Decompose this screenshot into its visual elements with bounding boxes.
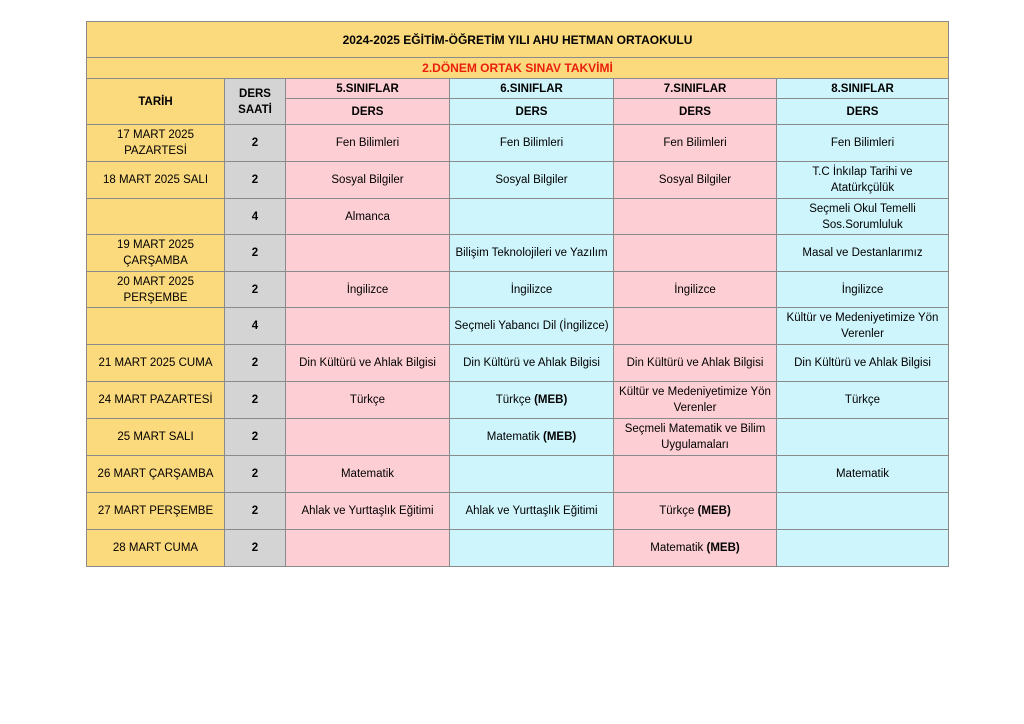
grade5-exam — [286, 493, 450, 530]
grade6-header: 6.SINIFLAR — [450, 79, 614, 99]
subject-name: Türkçe — [349, 394, 386, 406]
grade7-exam — [614, 456, 777, 493]
schedule-row — [87, 345, 949, 382]
subject-name: Matematik — [340, 468, 395, 480]
grade5-exam — [286, 382, 450, 419]
grade6-exam — [450, 530, 614, 567]
grade7-exam — [614, 419, 777, 456]
grade8-exam — [777, 308, 949, 345]
grade8-exam — [777, 530, 949, 567]
grade7-header: 7.SINIFLAR — [614, 79, 777, 99]
meb-tag: (MEB) — [697, 505, 731, 517]
lesson-hours: 4 — [225, 308, 286, 345]
schedule-row — [87, 162, 949, 199]
grade6-exam — [450, 493, 614, 530]
lesson-hours: 2 — [225, 235, 286, 272]
lesson-hours: 2 — [225, 382, 286, 419]
grade8-exam — [777, 419, 949, 456]
grade7-exam — [614, 235, 777, 272]
grade5-exam — [286, 125, 450, 162]
grade6-exam — [450, 419, 614, 456]
grade6-exam — [450, 345, 614, 382]
date-header: TARİH — [87, 79, 225, 125]
subject-name: Bilişim Teknolojileri ve Yazılım — [455, 247, 608, 259]
grade6-exam — [450, 125, 614, 162]
grade8-exam — [777, 493, 949, 530]
exam-date: 26 MART ÇARŞAMBA — [87, 456, 225, 493]
subject-name: Din Kültürü ve Ahlak Bilgisi — [463, 357, 600, 369]
lesson-hours: 2 — [225, 272, 286, 308]
exam-schedule-table — [86, 21, 949, 567]
lesson-hours: 2 — [225, 530, 286, 567]
subject-name: İngilizce — [346, 283, 389, 296]
exam-date: 24 MART PAZARTESİ — [87, 382, 225, 419]
exam-date — [87, 308, 225, 345]
grade8-header: 8.SINIFLAR — [777, 79, 949, 99]
exam-date: 27 MART PERŞEMBE — [87, 493, 225, 530]
subject-name: Sosyal Bilgiler — [331, 174, 404, 186]
subject-name: Din Kültürü ve Ahlak Bilgisi — [794, 357, 931, 369]
lesson-hours: 2 — [225, 419, 286, 456]
grade6-lesson-header: DERS — [450, 99, 614, 125]
schedule-row — [87, 272, 949, 308]
subject-name: Din Kültürü ve Ahlak Bilgisi — [626, 357, 764, 369]
schedule-row — [87, 382, 949, 419]
grade7-exam — [614, 308, 777, 345]
exam-date: 19 MART 2025 ÇARŞAMBA — [87, 235, 225, 272]
subject-name: Sosyal Bilgiler — [658, 174, 732, 186]
schedule-row — [87, 456, 949, 493]
subject-name: Seçmeli Yabancı Dil (İngilizce) — [454, 320, 609, 332]
subject-name: Kültür ve Medeniyetimize Yön Verenler — [786, 312, 939, 340]
grade7-exam — [614, 125, 777, 162]
grade8-exam — [777, 162, 949, 199]
grade8-exam — [777, 345, 949, 382]
lesson-hours: 2 — [225, 345, 286, 382]
exam-date: 20 MART 2025 PERŞEMBE — [87, 272, 225, 308]
exam-date: 25 MART SALI — [87, 419, 225, 456]
exam-date: 17 MART 2025 PAZARTESİ — [87, 125, 225, 162]
subject-name: Ahlak ve Yurttaşlık Eğitimi — [301, 505, 434, 517]
subject-name: Matematik — [486, 431, 540, 443]
meb-tag: (MEB) — [543, 431, 577, 443]
subject-name: Fen Bilimleri — [830, 137, 895, 149]
grade6-exam — [450, 199, 614, 235]
schedule-row — [87, 235, 949, 272]
subject-name: İngilizce — [510, 283, 553, 296]
subject-name: Kültür ve Medeniyetimize Yön Verenler — [619, 386, 771, 414]
grade8-exam — [777, 125, 949, 162]
grade5-exam — [286, 162, 450, 199]
grade5-exam — [286, 456, 450, 493]
hours-header: DERS SAATİ — [225, 79, 286, 125]
schedule-row — [87, 530, 949, 567]
lesson-hours: 4 — [225, 199, 286, 235]
grade7-lesson-header: DERS — [614, 99, 777, 125]
grade7-exam — [614, 345, 777, 382]
subject-name: Fen Bilimleri — [335, 137, 400, 149]
subject-name: İngilizce — [841, 283, 884, 296]
grade8-exam — [777, 272, 949, 308]
subject-name: Fen Bilimleri — [663, 137, 727, 149]
grade5-exam — [286, 235, 450, 272]
grade7-exam — [614, 493, 777, 530]
schedule-row — [87, 308, 949, 345]
subject-name: Masal ve Destanlarımız — [802, 247, 923, 259]
subject-name: Sosyal Bilgiler — [495, 174, 568, 186]
grade7-exam — [614, 530, 777, 567]
subject-name: Fen Bilimleri — [499, 137, 564, 149]
lesson-hours: 2 — [225, 162, 286, 199]
lesson-hours: 2 — [225, 456, 286, 493]
grade8-exam — [777, 382, 949, 419]
schedule-row — [87, 199, 949, 235]
exam-date: 21 MART 2025 CUMA — [87, 345, 225, 382]
exam-date — [87, 199, 225, 235]
lesson-hours: 2 — [225, 493, 286, 530]
subject-name: Matematik — [650, 542, 704, 554]
subject-name: Seçmeli Okul Temelli Sos.Sorumluluk — [809, 202, 916, 231]
subject-name: Seçmeli Matematik ve Bilim Uygulamaları — [624, 423, 766, 451]
grade8-lesson-header: DERS — [777, 99, 949, 125]
schedule-subtitle: 2.DÖNEM ORTAK SINAV TAKVİMİ — [87, 58, 949, 79]
exam-date: 18 MART 2025 SALI — [87, 162, 225, 199]
grade5-exam — [286, 199, 450, 235]
grade8-exam — [777, 456, 949, 493]
grade5-exam — [286, 272, 450, 308]
subject-name: T.C İnkılap Tarihi ve Atatürkçülük — [812, 166, 913, 194]
grade6-exam — [450, 382, 614, 419]
grade7-exam — [614, 382, 777, 419]
subject-name: Matematik — [835, 468, 890, 480]
grade8-exam — [777, 199, 949, 235]
subject-name: Türkçe — [844, 394, 881, 406]
grade5-exam — [286, 345, 450, 382]
subject-name: Din Kültürü ve Ahlak Bilgisi — [299, 357, 436, 369]
grade5-header: 5.SINIFLAR — [286, 79, 450, 99]
grade7-exam — [614, 162, 777, 199]
grade6-exam — [450, 308, 614, 345]
grade5-exam — [286, 530, 450, 567]
subject-name: Ahlak ve Yurttaşlık Eğitimi — [465, 505, 598, 517]
grade7-exam — [614, 272, 777, 308]
subject-name: Almanca — [345, 210, 390, 223]
schedule-row — [87, 493, 949, 530]
grade6-exam — [450, 456, 614, 493]
subject-name: İngilizce — [674, 283, 716, 296]
grade6-exam — [450, 235, 614, 272]
lesson-hours: 2 — [225, 125, 286, 162]
grade5-exam — [286, 419, 450, 456]
schedule-row — [87, 419, 949, 456]
schedule-row — [87, 125, 949, 162]
exam-date: 28 MART CUMA — [87, 530, 225, 567]
grade5-lesson-header: DERS — [286, 99, 450, 125]
grade6-exam — [450, 162, 614, 199]
school-title: 2024-2025 EĞİTİM-ÖĞRETİM YILI AHU HETMAN ORTAOKULU — [87, 22, 949, 58]
meb-tag: (MEB) — [706, 542, 740, 554]
subject-name: Türkçe — [495, 394, 531, 406]
grade8-exam — [777, 235, 949, 272]
grade7-exam — [614, 199, 777, 235]
subject-name: Türkçe — [659, 505, 695, 517]
schedule-body — [87, 125, 949, 567]
grade6-exam — [450, 272, 614, 308]
meb-tag: (MEB) — [534, 394, 568, 406]
grade5-exam — [286, 308, 450, 345]
